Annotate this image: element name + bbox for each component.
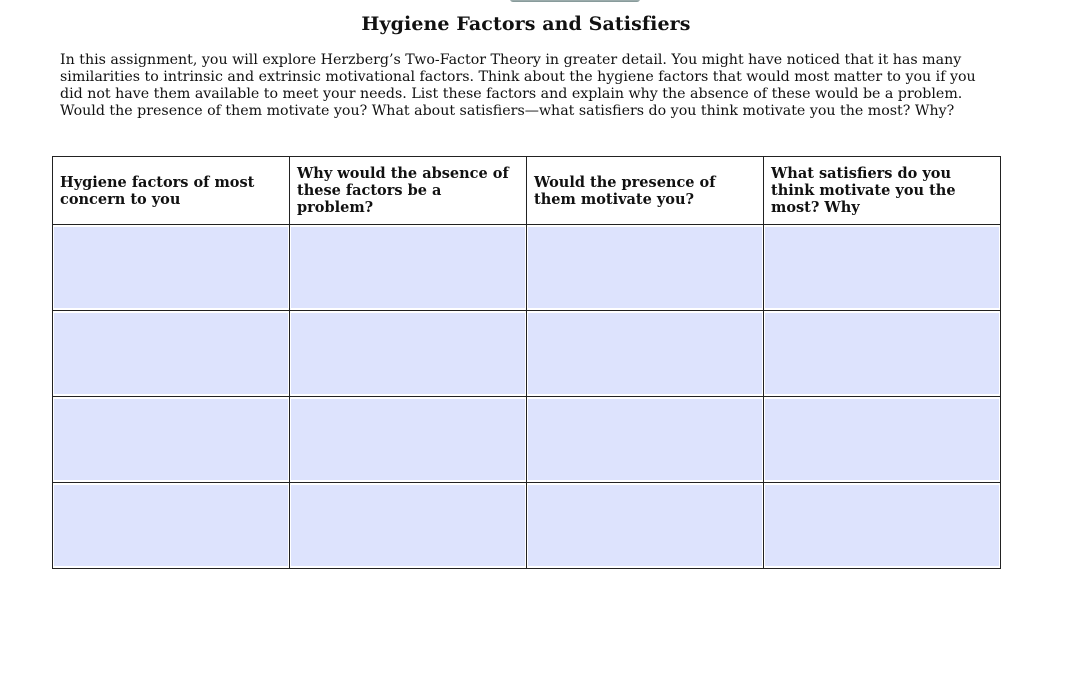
answer-field[interactable] xyxy=(765,485,999,566)
table-cell xyxy=(764,311,1001,397)
column-header-presence-motivate: Would the presence of them motivate you? xyxy=(527,157,764,225)
column-header-satisfiers: What satisfiers do you think motivate you the most? Why xyxy=(764,157,1001,225)
answer-field[interactable] xyxy=(291,227,525,308)
answer-field[interactable] xyxy=(291,313,525,394)
instructions-paragraph: In this assignment, you will explore Herzberg’s Two-Factor Theory in greater detail. You might have noticed that it has many similarities to intrinsic and extrinsic motivational factors. Think about the hygiene factors that would most matter to you if you did not have them available to meet your needs. List these factors and explain why the absence of these would be a problem. Would the presence of them motivate you? What about satisfiers—what satisfiers do you think motivate you the most? Why? xyxy=(60,52,976,119)
table-cell xyxy=(53,225,290,311)
table-cell xyxy=(764,483,1001,569)
logo xyxy=(448,0,648,10)
answer-field[interactable] xyxy=(54,227,288,308)
answer-field[interactable] xyxy=(291,399,525,480)
table-cell xyxy=(53,397,290,483)
answer-field[interactable] xyxy=(54,485,288,566)
answer-field[interactable] xyxy=(765,227,999,308)
table-cell xyxy=(527,225,764,311)
table-row xyxy=(53,225,1001,311)
table-cell xyxy=(527,311,764,397)
table-cell xyxy=(764,225,1001,311)
answer-field[interactable] xyxy=(291,485,525,566)
table-row xyxy=(53,311,1001,397)
column-header-absence-problem: Why would the absence of these factors be a problem? xyxy=(290,157,527,225)
answer-field[interactable] xyxy=(54,313,288,394)
table-cell xyxy=(764,397,1001,483)
table-cell xyxy=(290,397,527,483)
answer-field[interactable] xyxy=(528,399,762,480)
answer-field[interactable] xyxy=(765,313,999,394)
table-cell xyxy=(53,483,290,569)
table-cell xyxy=(53,311,290,397)
table-row xyxy=(53,397,1001,483)
table-row xyxy=(53,483,1001,569)
worksheet-table xyxy=(52,156,1001,569)
table-cell xyxy=(527,483,764,569)
table-cell xyxy=(290,225,527,311)
table-cell xyxy=(290,483,527,569)
column-header-hygiene-factors: Hygiene factors of most concern to you xyxy=(53,157,290,225)
answer-field[interactable] xyxy=(765,399,999,480)
page-title: Hygiene Factors and Satisfiers xyxy=(361,13,691,35)
answer-field[interactable] xyxy=(528,227,762,308)
answer-field[interactable] xyxy=(528,485,762,566)
table-cell xyxy=(290,311,527,397)
answer-field[interactable] xyxy=(54,399,288,480)
table-cell xyxy=(527,397,764,483)
table-header-row xyxy=(53,157,1001,225)
answer-field[interactable] xyxy=(528,313,762,394)
logo-lettering xyxy=(510,0,640,2)
